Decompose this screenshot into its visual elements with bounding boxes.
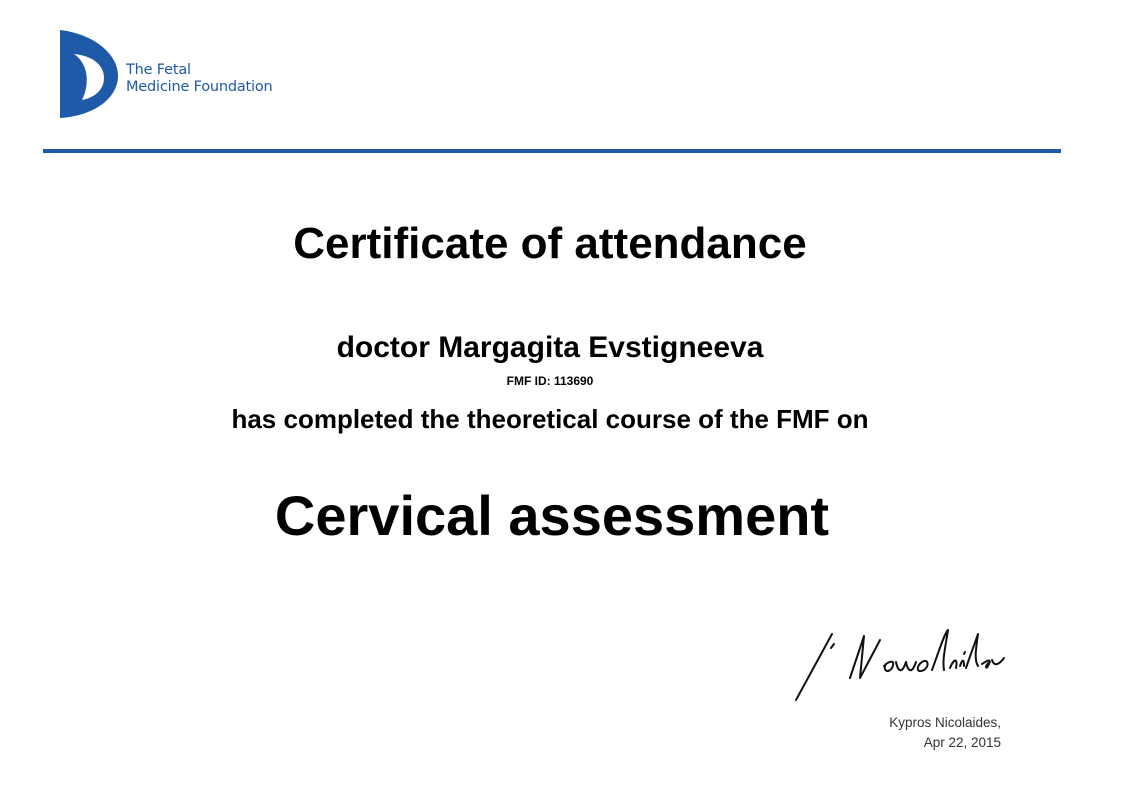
certificate-title: Certificate of attendance <box>293 219 807 268</box>
signature-date: Apr 22, 2015 <box>923 735 1001 750</box>
logo-line-1: The Fetal <box>126 62 191 78</box>
handwritten-signature <box>788 600 1018 710</box>
fmf-logo <box>60 28 290 120</box>
signatory-block <box>889 713 1001 753</box>
logo-line-2: Medicine Foundation <box>126 79 273 95</box>
course-name: Cervical assessment <box>274 484 830 547</box>
fmf-id: FMF ID: 113690 <box>506 374 594 388</box>
signatory-name: Kypros Nicolaides, <box>889 715 1001 730</box>
recipient-name: doctor Margagita Evstigneeva <box>336 331 764 364</box>
fmf-logo-mark-icon <box>60 28 118 120</box>
completion-statement: has completed the theoretical course of the FMF on <box>231 404 869 434</box>
header-divider <box>43 149 1061 153</box>
logo-wordmark <box>126 62 273 96</box>
